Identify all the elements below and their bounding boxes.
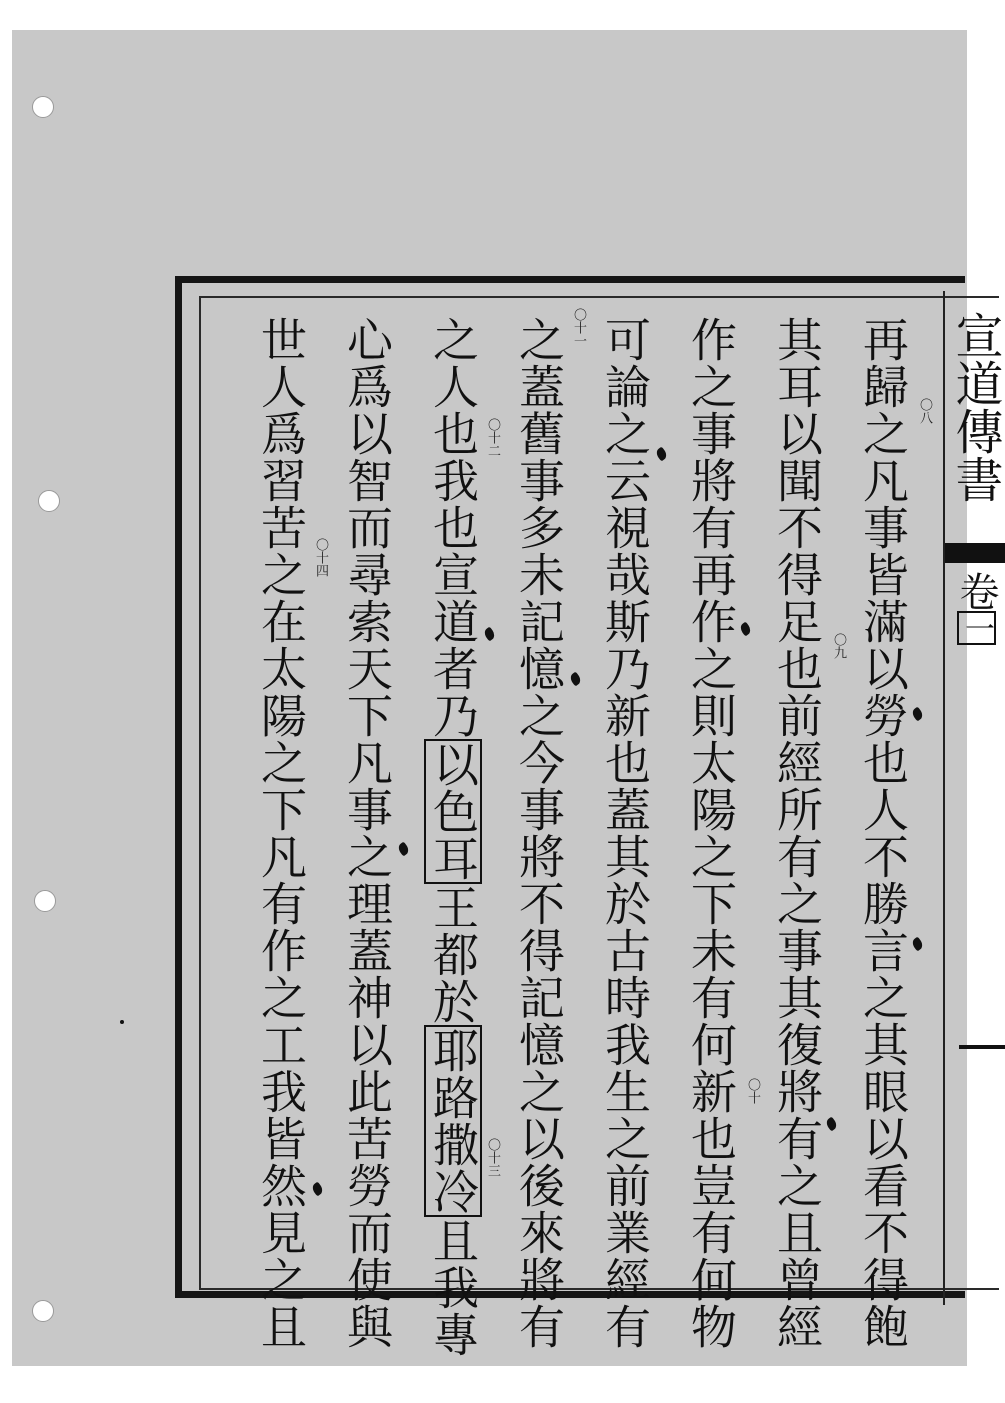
column-6-part-2: 王都於 [426,884,480,1025]
text-column-6 [425,316,481,1358]
print-frame [175,276,1003,1358]
punctuation-mark [482,627,496,642]
punctuation-mark [738,622,752,637]
column-6-part-1: 之人也我也宣道者乃 [426,316,480,739]
text-block [199,296,1003,1358]
punctuation-mark [824,1117,838,1132]
verse-note-10: 〇十 [745,1078,760,1104]
folio-volume: 卷 [953,571,999,611]
verse-note-9: 〇九 [831,633,846,659]
punctuation-mark [910,707,924,722]
folio-label [951,571,1001,645]
binder-hole-bottom [32,1300,54,1322]
punctuation-mark [568,672,582,687]
punctuation-mark [654,447,668,462]
folio-number: 一 [959,613,994,643]
verse-note-8: 〇八 [917,398,932,424]
fishtail-mark [945,543,1005,563]
verse-note-11: 〇十一 [571,308,586,347]
binder-hole-lower [34,890,56,912]
text-column-3: 作之事將有再作之則太陽之下未有何新也豈有何物 [684,316,738,1350]
verse-note-13: 〇十三 [485,1138,500,1177]
punctuation-mark [396,842,410,857]
text-column-2: 其耳以聞不得足也前經所有之事其復將有之且曾經 [770,316,824,1350]
binder-hole-middle [38,490,60,512]
punctuation-mark [910,937,924,952]
book-title: 宣道傳書 [947,311,1003,503]
verse-note-14: 〇十四 [313,538,328,577]
punctuation-mark [310,1182,324,1197]
boxed-proper-name-israel: 以色耳 [426,741,480,882]
folio-dash [959,1045,1005,1049]
binder-hole-top [32,96,54,118]
speck [120,1020,124,1024]
text-column-1: 再歸之凡事皆滿以勞也人不勝言之其眼以看不得飽 [856,316,910,1350]
text-column-7: 心爲以智而尋索天下凡事之理蓋神以此苦勞而使與 [340,316,394,1350]
text-column-4: 可論之云視哉斯乃新也蓋其於古時我生之前業經有 [598,316,652,1350]
text-column-8: 世人爲習苦之在太陽之下凡有作之工我皆然見之且 [254,316,308,1350]
boxed-proper-name-jerusalem: 耶路撒冷 [426,1027,480,1215]
text-column-5: 之蓋舊事多未記憶之今事將不得記憶之以後來將有 [512,316,566,1350]
column-6-part-3: 且我專 [426,1217,480,1358]
center-margin [943,291,1005,1305]
verse-note-12: 〇十二 [485,418,500,457]
